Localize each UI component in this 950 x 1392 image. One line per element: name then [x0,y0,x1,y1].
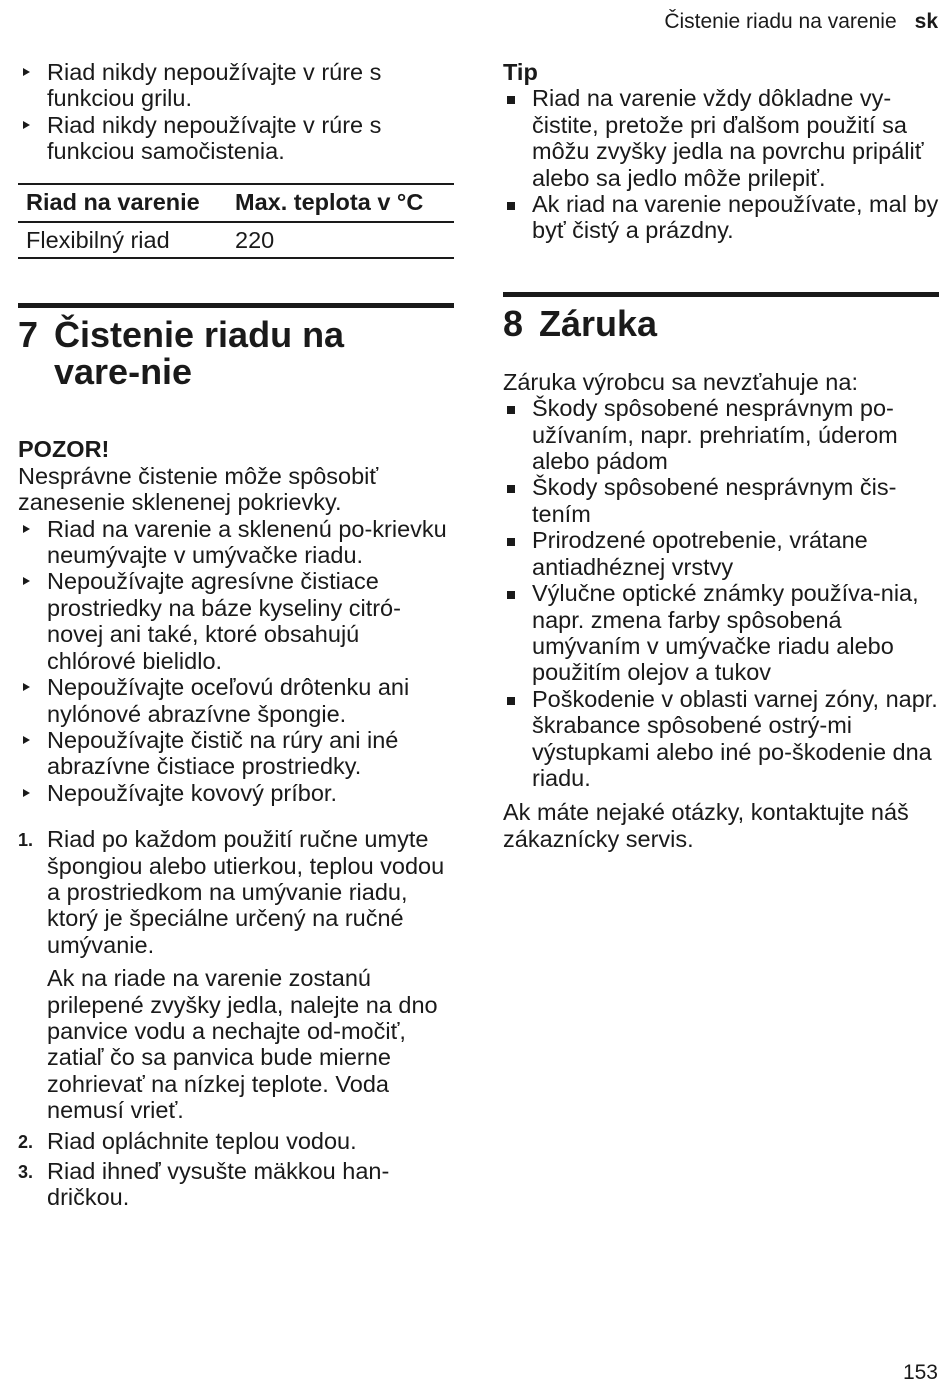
list-item: Výlučne optické známky používa-nia, napr. zmena farby spôsobená umývaním v umývačke riadu alebo použitím olejov a tukov [503,580,939,686]
list-item: Poškodenie v oblasti varnej zóny, napr. škrabance spôsobené ostrý-mi výstupkami alebo iné po-škodenie dna riadu. [503,686,939,792]
step-item [18,1128,454,1154]
table-row [18,223,454,257]
list-item: Riad na varenie vždy dôkladne vy-čistite, pretože pri ďalšom použití sa môžu zvyšky jedla na povrchu pripáliť alebo sa jedlo môže prilepiť. [503,85,939,191]
warranty-exclusions [503,395,939,791]
triangle-bullet-icon [23,577,30,585]
left-column [18,59,454,1211]
section-heading [18,308,454,393]
step-note: Ak na riade na varenie zostanú prilepené zvyšky jedla, nalejte na dno panvice vodu a nechajte od-močiť, zatiaľ čo sa panvica bude mierne zohrievať na nízkej teplote. Voda nemusí vrieť. [47,965,438,1124]
cleaning-steps [18,826,454,1211]
list-item: Riad nikdy nepoužívajte v rúre s funkciou samočistenia. [18,112,454,165]
step-item [18,826,454,1123]
temperature-table [18,183,454,260]
list-item: Nepoužívajte čistič na rúry ani iné abrazívne čistiace prostriedky. [18,727,454,780]
section-title: Záruka [539,302,658,344]
square-bullet-icon [507,406,515,414]
table-header-row [18,185,454,223]
page-number: 153 [902,1360,938,1384]
top-warning-list [18,59,454,165]
list-item: Riad nikdy nepoužívajte v rúre s funkciou grilu. [18,59,454,112]
running-header [664,10,938,34]
triangle-bullet-icon [23,736,30,744]
warning-text: Nesprávne čistenie môže spôsobiť zanesenie sklenenej pokrievky. [18,462,379,516]
section-number: 8 [503,302,524,344]
list-item: Riad na varenie a sklenenú po-krievku neumývajte v umývačke riadu. [18,516,454,569]
section-heading [503,297,939,342]
step-text: Riad po každom použití ručne umyte špongiou alebo utierkou, teplou vodou a prostriedkom na umývanie riadu, ktorý je špeciálne určený na ručné umývanie. [47,826,445,958]
language-code: sk [914,10,938,33]
triangle-bullet-icon [23,683,30,691]
square-bullet-icon [507,697,515,705]
cleaning-warning-list [18,516,454,806]
list-item: Nepoužívajte kovový príbor. [18,780,454,806]
step-number: 1. [18,830,34,851]
step-number: 3. [18,1162,34,1182]
section-8 [503,292,939,852]
section-title: Čistenie riadu na vare-nie [54,314,345,393]
list-item: Nepoužívajte oceľovú drôtenku ani nylónové abrazívne špongie. [18,674,454,727]
right-column [503,59,939,852]
step-text: Riad ihneď vysušte mäkkou han-dričkou. [47,1158,390,1211]
square-bullet-icon [507,591,515,599]
section-number: 7 [18,314,39,356]
warranty-closing: Ak máte nejaké otázky, kontaktujte náš zákaznícky servis. [503,799,909,852]
table-cell: Flexibilný riad [26,227,170,254]
warranty-intro: Záruka výrobcu sa nevzťahuje na: [503,368,858,395]
warning-label: POZOR! [18,436,110,463]
table-header-cell: Max. teplota v °C [235,188,424,215]
step-number: 2. [18,1131,34,1152]
list-item: Škody spôsobené nesprávnym po-užívaním, napr. prehriatím, úderom alebo pádom [503,395,939,474]
square-bullet-icon [507,538,515,546]
list-item: Škody spôsobené nesprávnym čis-tením [503,474,939,527]
tip-label: Tip [503,59,538,85]
list-item: Prirodzené opotrebenie, vrátane antiadhéznej vrstvy [503,527,939,580]
step-item [18,1158,454,1211]
header-title: Čistenie riadu na varenie [664,10,897,33]
table-header-cell: Riad na varenie [26,188,200,215]
step-text: Riad opláchnite teplou vodou. [47,1127,357,1154]
triangle-bullet-icon [23,68,30,76]
square-bullet-icon [507,96,515,104]
list-item: Nepoužívajte agresívne čistiace prostriedky na báze kyseliny citró-novej ani také, ktoré obsahujú chlórové bielidlo. [18,568,454,674]
square-bullet-icon [507,485,515,493]
triangle-bullet-icon [23,121,30,129]
section-7 [18,303,454,1210]
tip-list [503,85,939,243]
triangle-bullet-icon [23,789,30,797]
triangle-bullet-icon [23,525,30,533]
table-cell: 220 [235,227,275,254]
list-item: Ak riad na varenie nepoužívate, mal by byť čistý a prázdny. [503,191,939,244]
square-bullet-icon [507,202,515,210]
